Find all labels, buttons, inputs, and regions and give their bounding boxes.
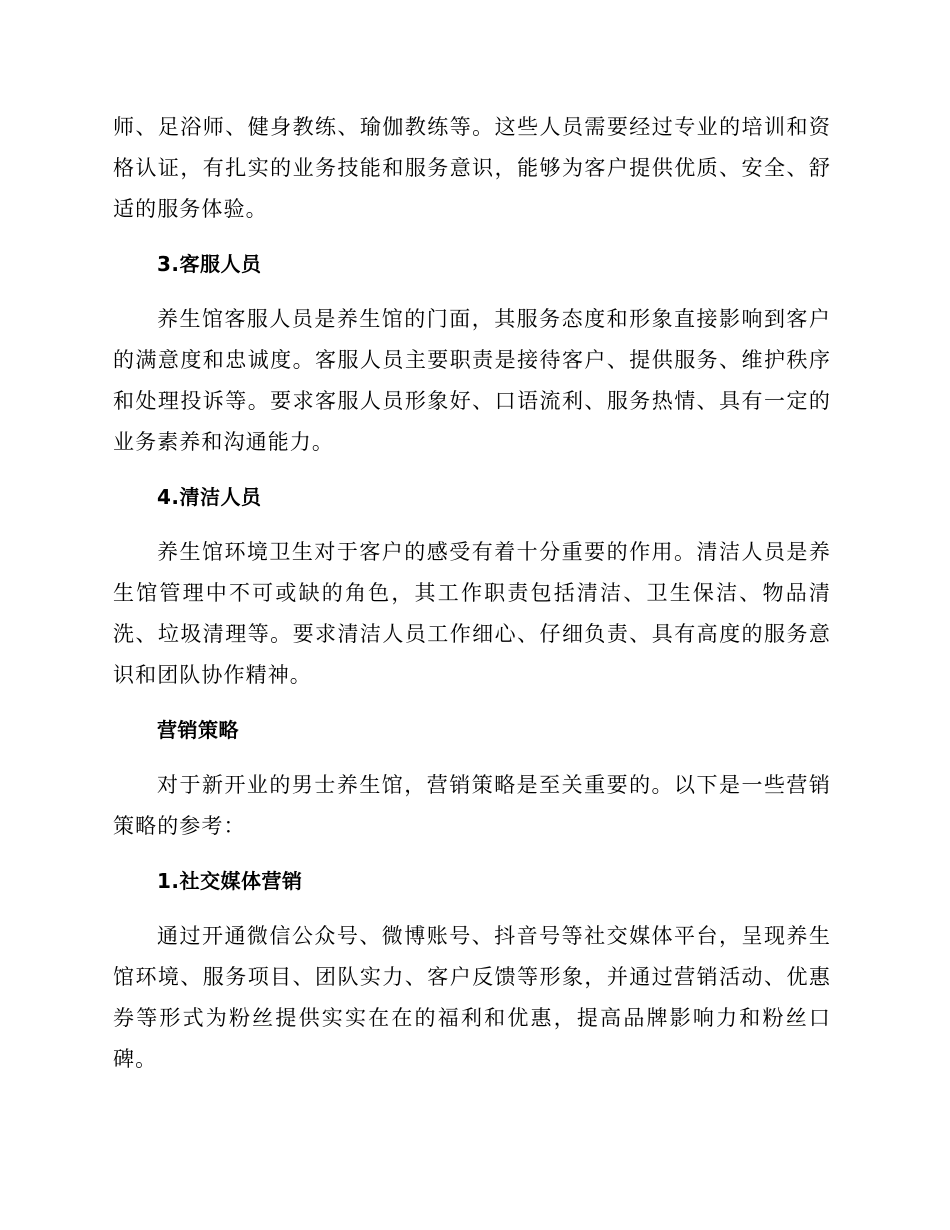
paragraph-social-media-marketing: 通过开通微信公众号、微博账号、抖音号等社交媒体平台，呈现养生馆环境、服务项目、团队实力、客户反馈等形象，并通过营销活动、优惠券等形式为粉丝提供实实在在的福利和优惠，提高品牌影响力和粉丝口碑。 bbox=[113, 924, 831, 1071]
heading-customer-service: 3.客服人员 bbox=[157, 252, 262, 276]
document-body bbox=[113, 107, 831, 1080]
paragraph-customer-service: 养生馆客服人员是养生馆的门面，其服务态度和形象直接影响到客户的满意度和忠诚度。客服人员主要职责是接待客户、提供服务、维护秩序和处理投诉等。要求客服人员形象好、口语流利、服务热情、具有一定的业务素养和沟通能力。 bbox=[113, 307, 831, 454]
heading-social-media-marketing: 1.社交媒体营销 bbox=[157, 869, 303, 893]
heading-cleaning-staff: 4.清洁人员 bbox=[157, 485, 262, 509]
heading-marketing-strategy: 营销策略 bbox=[157, 718, 239, 742]
paragraph-cleaning-staff: 养生馆环境卫生对于客户的感受有着十分重要的作用。清洁人员是养生馆管理中不可或缺的角色，其工作职责包括清洁、卫生保洁、物品清洗、垃圾清理等。要求清洁人员工作细心、仔细负责、具有高度的服务意识和团队协作精神。 bbox=[113, 540, 831, 687]
paragraph-staff-qualifications: 师、足浴师、健身教练、瑜伽教练等。这些人员需要经过专业的培训和资格认证，有扎实的业务技能和服务意识，能够为客户提供优质、安全、舒适的服务体验。 bbox=[113, 115, 831, 221]
paragraph-marketing-intro: 对于新开业的男士养生馆，营销策略是至关重要的。以下是一些营销策略的参考： bbox=[113, 773, 831, 838]
